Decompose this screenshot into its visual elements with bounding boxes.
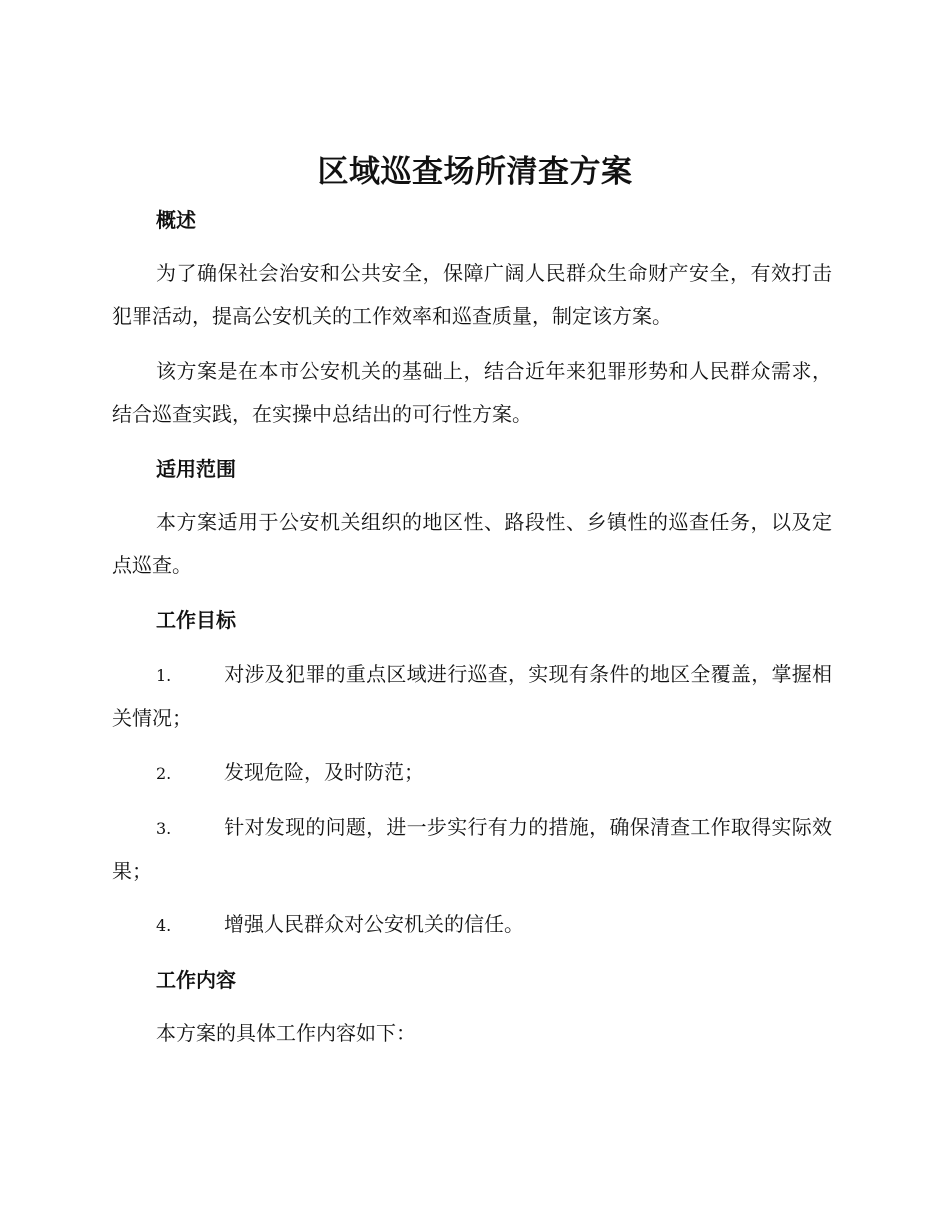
goal-item-number: 3. [156, 819, 172, 838]
goal-item-text: 发现危险，及时防范； [224, 760, 424, 784]
goal-item-number: 1. [156, 666, 172, 685]
overview-paragraph-2: 该方案是在本市公安机关的基础上，结合近年来犯罪形势和人民群众需求，结合巡查实践，在实操中总结出的可行性方案。 [112, 359, 832, 426]
goal-item [112, 751, 832, 795]
section-heading-overview: 概述 [156, 208, 196, 232]
section-heading-goals: 工作目标 [156, 608, 236, 632]
scope-paragraph: 本方案适用于公安机关组织的地区性、路段性、乡镇性的巡查任务，以及定点巡查。 [112, 510, 832, 577]
overview-paragraph-1: 为了确保社会治安和公共安全，保障广阔人民群众生命财产安全，有效打击犯罪活动，提高公安机关的工作效率和巡查质量，制定该方案。 [112, 261, 832, 328]
goal-item-text: 增强人民群众对公安机关的信任。 [224, 912, 524, 936]
goal-item-text: 针对发现的问题，进一步实行有力的措施，确保清查工作取得实际效果； [112, 815, 832, 883]
work-content-paragraph: 本方案的具体工作内容如下： [156, 1021, 416, 1045]
goal-item [112, 653, 832, 740]
goal-item [112, 806, 832, 893]
section-heading-scope: 适用范围 [156, 457, 236, 481]
goal-item-number: 2. [156, 764, 172, 783]
section-heading-work-content: 工作内容 [156, 968, 236, 992]
goal-item-text: 对涉及犯罪的重点区域进行巡查，实现有条件的地区全覆盖，掌握相关情况； [112, 662, 832, 730]
document-title: 区域巡查场所清查方案 [317, 154, 633, 190]
goal-item [112, 903, 832, 947]
goal-item-number: 4. [156, 916, 172, 935]
